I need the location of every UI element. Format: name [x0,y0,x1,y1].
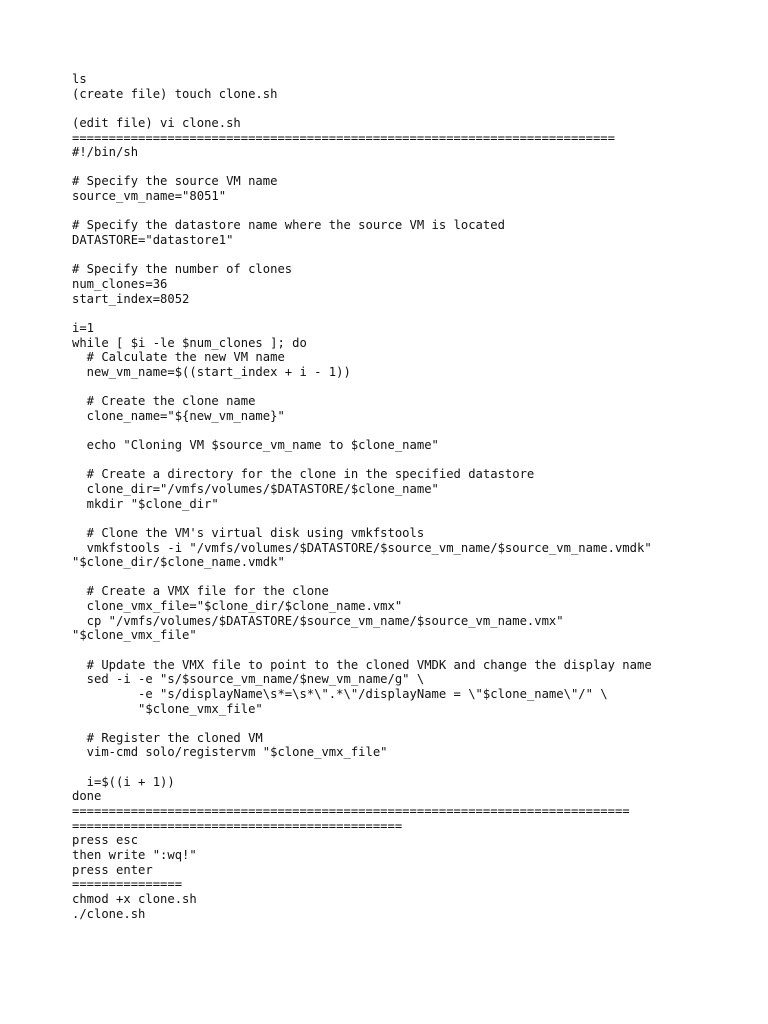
code-line: i=$((i + 1)) [72,774,175,789]
code-line: # Update the VMX file to point to the cloned VMDK and change the display name [72,657,652,672]
blank-line [72,306,752,321]
code-line: "$clone_vmx_file" [72,701,263,716]
code-line: DATASTORE="datastore1" [72,233,234,248]
code-line: # Calculate the new VM name [72,350,285,365]
code-line: # Register the cloned VM [72,730,263,745]
code-line: # Create a directory for the clone in the specified datastore [72,467,535,482]
code-line: start_index=8052 [72,291,190,306]
blank-line [72,204,752,219]
blank-line [72,423,752,438]
blank-line [72,101,752,116]
code-line: mkdir "$clone_dir" [72,496,219,511]
blank-line [72,643,752,658]
code-line: echo "Cloning VM $source_vm_name to $clone_name" [72,438,439,453]
blank-line [72,248,752,263]
code-listing [72,72,752,921]
code-line: ========================================================================== [72,130,615,145]
code-line: #!/bin/sh [72,145,139,160]
code-line: vmkfstools -i "/vmfs/volumes/$DATASTORE/$source_vm_name/$source_vm_name.vmdk" [72,540,652,555]
code-line: chmod +x clone.sh [72,891,197,906]
code-line: i=1 [72,320,95,335]
code-line: press esc [72,833,139,848]
code-line: then write ":wq!" [72,847,197,862]
code-line: num_clones=36 [72,276,168,291]
blank-line [72,716,752,731]
code-line: # Specify the datastore name where the source VM is located [72,218,505,233]
code-line: clone_vmx_file="$clone_dir/$clone_name.vmx" [72,599,403,614]
code-line: clone_dir="/vmfs/volumes/$DATASTORE/$clone_name" [72,481,439,496]
code-line: =============== [72,877,183,892]
code-line: new_vm_name=$((start_index + i - 1)) [72,364,351,379]
blank-line [72,511,752,526]
code-line: while [ $i -le $num_clones ]; do [72,335,307,350]
code-line: "$clone_dir/$clone_name.vmdk" [72,555,285,570]
code-line: -e "s/displayName\s*=\s*\".*\"/displayName = \"$clone_name\"/" \ [72,686,608,701]
code-line: # Create a VMX file for the clone [72,584,329,599]
code-line: vim-cmd solo/registervm "$clone_vmx_file" [72,745,388,760]
code-line: "$clone_vmx_file" [72,628,197,643]
code-line: # Specify the number of clones [72,262,293,277]
code-line: # Create the clone name [72,394,256,409]
code-line: ./clone.sh [72,906,146,921]
code-line: cp "/vmfs/volumes/$DATASTORE/$source_vm_name/$source_vm_name.vmx" [72,613,564,628]
code-line: done [72,789,102,804]
code-line: clone_name="${new_vm_name}" [72,408,285,423]
document-page [72,72,752,921]
code-line: press enter [72,862,153,877]
code-line: source_vm_name="8051" [72,189,227,204]
code-line: # Specify the source VM name [72,174,278,189]
blank-line [72,570,752,585]
blank-line [72,379,752,394]
code-line: (edit file) vi clone.sh [72,115,241,130]
code-line: ============================================= [72,818,403,833]
blank-line [72,760,752,775]
code-line: ls [72,72,87,86]
blank-line [72,453,752,468]
code-line: # Clone the VM's virtual disk using vmkfstools [72,525,425,540]
code-line: (create file) touch clone.sh [72,86,278,101]
blank-line [72,160,752,175]
code-line: ============================================================================ [72,804,630,819]
code-line: sed -i -e "s/$source_vm_name/$new_vm_name/g" \ [72,672,425,687]
